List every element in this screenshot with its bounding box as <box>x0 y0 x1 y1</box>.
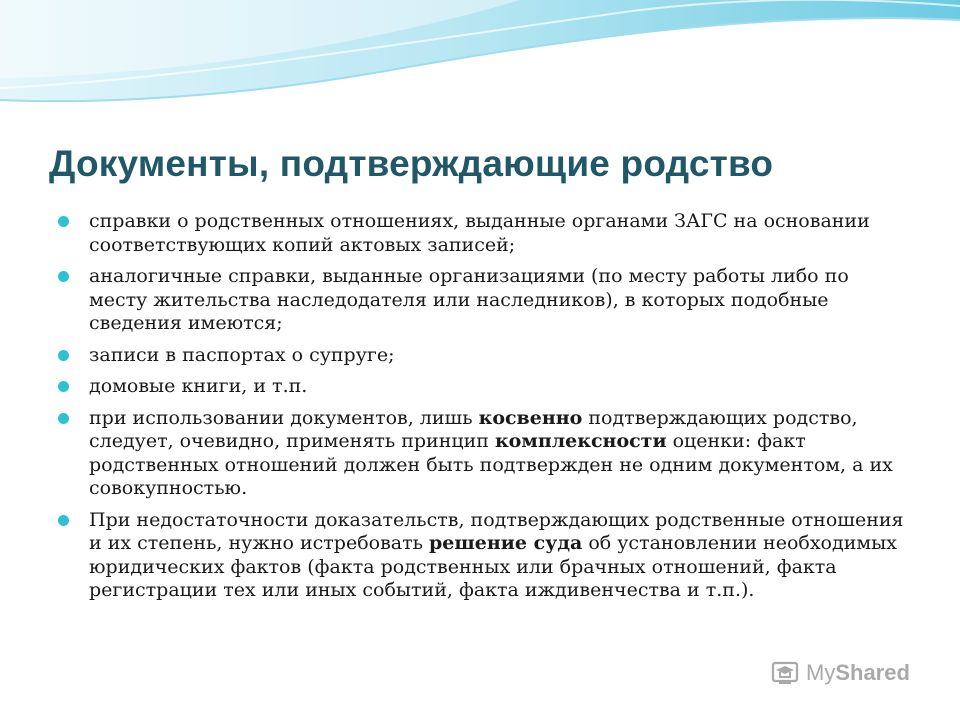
bullet-item <box>58 210 908 257</box>
bullet-text: подтверждающих родство, следует, очевидно, применять принцип <box>89 406 858 452</box>
mortarboard-icon <box>770 658 800 688</box>
bullet-text: при использовании документов, лишь <box>89 406 479 429</box>
bullet-emphasis: решение суда <box>429 532 583 554</box>
bullet-item <box>58 344 908 368</box>
bullet-dot-icon <box>58 413 69 424</box>
bullet-dot-icon <box>58 271 69 282</box>
bullet-dot-icon <box>58 381 69 392</box>
bullet-emphasis: комплексности <box>494 430 667 452</box>
bullet-emphasis: косвенно <box>478 406 583 429</box>
bullet-item <box>58 407 908 501</box>
watermark-shared: Shared <box>835 660 910 685</box>
myshared-watermark <box>770 658 930 688</box>
bullet-text: оценки: факт родственных отношений должен быть подтвержден не одним документом, а их совокупностью. <box>89 430 893 499</box>
bullet-text: При недостаточности доказательств, подтверждающих родственные отношения и их степень, нужно истребовать <box>89 508 904 554</box>
bullet-dot-icon <box>58 216 69 227</box>
bullet-item <box>58 375 908 399</box>
bullet-text: справки о родственных отношениях, выданные органами ЗАГС на основании соответствующих копий актовых записей; <box>89 210 870 256</box>
bullet-item <box>58 265 908 336</box>
bullet-text: домовые книги, и т.п. <box>89 375 308 397</box>
header-wave-decoration <box>0 0 960 120</box>
bullet-text: об установлении необходимых юридических фактов (факта родственных или брачных отношений, факта регистрации тех или иных событий, факта иждивенчества и т.п.). <box>89 532 897 601</box>
bullet-text: аналогичные справки, выданные организациями (по месту работы либо по месту жительства наследодателя или наследников), в которых подобные сведения имеются; <box>89 265 849 334</box>
slide-title: Документы, подтверждающие родство <box>49 143 774 184</box>
bullet-text: записи в паспортах о супруге; <box>89 343 395 366</box>
bullet-dot-icon <box>58 350 69 361</box>
watermark-text <box>806 660 910 686</box>
bullet-list <box>58 210 908 611</box>
bullet-item <box>58 509 908 603</box>
watermark-my: My <box>806 660 836 685</box>
bullet-dot-icon <box>58 515 69 526</box>
